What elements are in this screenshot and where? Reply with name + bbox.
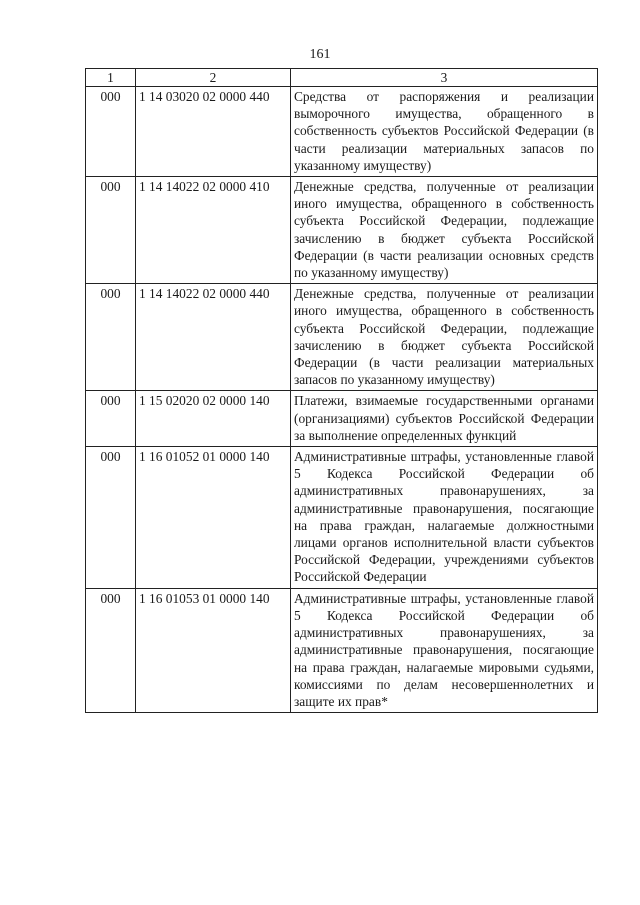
description-cell: Платежи, взимаемые государственными органами (организациями) субъектов Российской Федерации за выполнение определенных функций [291, 391, 598, 447]
classification-code-cell: 1 14 03020 02 0000 440 [136, 87, 291, 177]
admin-code-cell: 000 [86, 391, 136, 447]
description-cell: Денежные средства, полученные от реализации иного имущества, обращенного в собственность субъекта Российской Федерации, подлежащие зачислению в бюджет субъекта Российской Федерации (в части реализации основных средств по указанному имуществу) [291, 177, 598, 284]
column-header-3: 3 [291, 69, 598, 87]
table-row [86, 391, 598, 447]
budget-classification-table [85, 68, 598, 713]
admin-code-cell: 000 [86, 177, 136, 284]
admin-code-cell: 000 [86, 588, 136, 712]
admin-code-cell: 000 [86, 284, 136, 391]
table-row [86, 284, 598, 391]
classification-code-cell: 1 16 01053 01 0000 140 [136, 588, 291, 712]
classification-code-cell: 1 14 14022 02 0000 410 [136, 177, 291, 284]
table-row [86, 87, 598, 177]
classification-code-cell: 1 15 02020 02 0000 140 [136, 391, 291, 447]
table-row [86, 447, 598, 589]
page-number: 161 [309, 47, 331, 62]
column-header-2: 2 [136, 69, 291, 87]
table-header-row [86, 69, 598, 87]
table-row [86, 177, 598, 284]
admin-code-cell: 000 [86, 87, 136, 177]
classification-code-cell: 1 16 01052 01 0000 140 [136, 447, 291, 589]
classification-code-cell: 1 14 14022 02 0000 440 [136, 284, 291, 391]
description-cell: Средства от распоряжения и реализации выморочного имущества, обращенного в собственность субъектов Российской Федерации (в части реализации материальных запасов по указанному имуществу) [291, 87, 598, 177]
description-cell: Административные штрафы, установленные главой 5 Кодекса Российской Федерации об административных правонарушениях, за административные правонарушения, посягающие на права граждан, налагаемые мировыми судьями, комиссиями по делам несовершеннолетних и защите их прав* [291, 588, 598, 712]
description-cell: Денежные средства, полученные от реализации иного имущества, обращенного в собственность субъекта Российской Федерации, подлежащие зачислению в бюджет субъекта Российской Федерации (в части реализации материальных запасов по указанному имуществу) [291, 284, 598, 391]
column-header-1: 1 [86, 69, 136, 87]
admin-code-cell: 000 [86, 447, 136, 589]
description-cell: Административные штрафы, установленные главой 5 Кодекса Российской Федерации об административных правонарушениях, за административные правонарушения, посягающие на права граждан, налагаемые должностными лицами органов исполнительной власти субъектов Российской Федерации, учреждениями субъектов Российской Федерации [291, 447, 598, 589]
table-row [86, 588, 598, 712]
